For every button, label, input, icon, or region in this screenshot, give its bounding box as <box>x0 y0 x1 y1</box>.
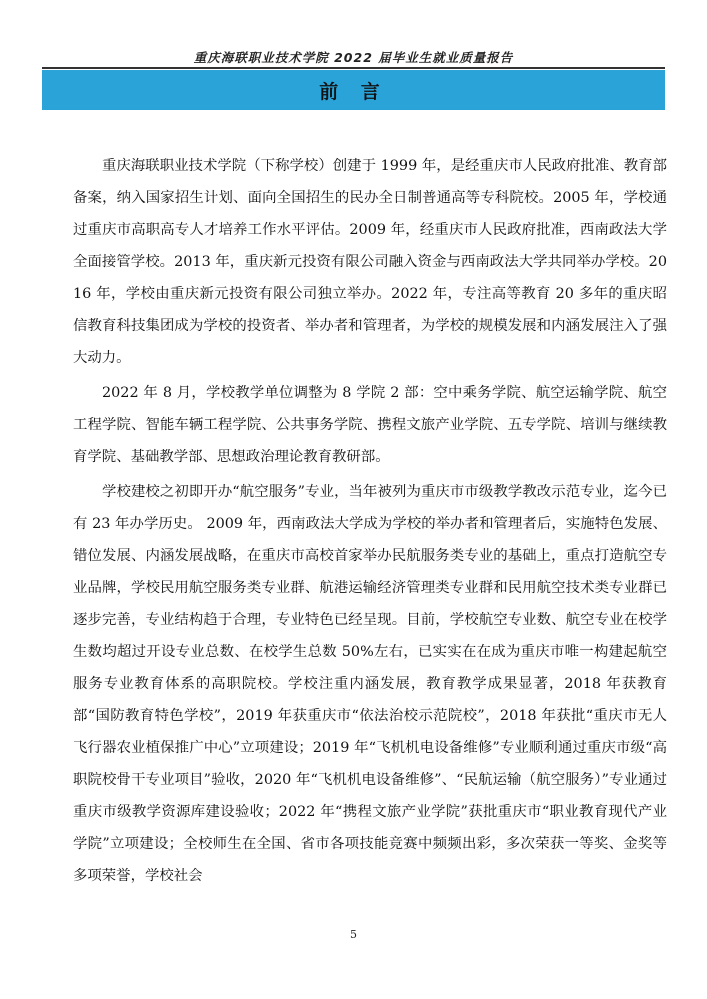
paragraph-departments: 2022 年 8 月，学校教学单位调整为 8 学院 2 部：空中乘务学院、航空运输学院、航空工程学院、智能车辆工程学院、公共事务学院、携程文旅产业学院、五专学院、培训与继续教育学院、基础教学部、思想政治理论教育教研部。 <box>73 385 667 465</box>
section-title-bar <box>42 70 665 110</box>
paragraph-intro: 重庆海联职业技术学院（下称学校）创建于 1999 年，是经重庆市人民政府批准、教育部备案，纳入国家招生计划、面向全国招生的民办全日制普通高等专科院校。2005 年，学校通过重庆市高职高专人才培养工作水平评估。2009 年，经重庆市人民政府批准，西南政法大学全面接管学校。2013 年，重庆新元投资有限公司融入资金与西南政法大学共同举办学校。2016 年，学校由重庆新元投资有限公司独立举办。2022 年，专注高等教育 20 多年的重庆昭信教育科技集团成为学校的投资者、举办者和管理者，为学校的规模发展和内涵发展注入了强大动力。 <box>73 158 667 366</box>
section-title: 前 言 <box>319 80 388 103</box>
running-header: 重庆海联职业技术学院 2022 届毕业生就业质量报告 <box>193 50 514 65</box>
document-body <box>73 150 667 895</box>
paragraph-history: 学校建校之初即开办“航空服务”专业，当年被列为重庆市市级教学教改示范专业，迄今已有 23 年办学历史。 2009 年，西南政法大学成为学校的举办者和管理者后，实施特色发展、错位发展、内涵发展战略，在重庆市高校首家举办民航服务类专业的基础上，重点打造航空专业品牌，学校民用航空服务类专业群、航港运输经济管理类专业群和民用航空技术类专业群已逐步完善，专业结构趋于合理，专业特色已经呈现。目前，学校航空专业数、航空专业在校学生数均超过开设专业总数、在校学生总数 50%左右，已实实在在成为重庆市唯一构建起航空服务专业教育体系的高职院校。学校注重内涵发展，教育教学成果显著，2018 年获教育部“国防教育特色学校”，2019 年获重庆市“依法治校示范院校”，2018 年获批“重庆市无人飞行器农业植保推广中心”立项建设；2019 年“飞机机电设备维修”专业顺利通过重庆市级“高职院校骨干专业项目”验收，2020 年“飞机机电设备维修”、“民航运输（航空服务）”专业通过重庆市级教学资源库建设验收；2022 年“携程文旅产业学院”获批重庆市“职业教育现代产业学院”立项建设；全校师生在全国、省市各项技能竞赛中频频出彩，多次荣获一等奖、金奖等多项荣誉，学校社会 <box>73 484 667 884</box>
header-rule <box>42 67 665 69</box>
page-number: 5 <box>350 928 357 941</box>
